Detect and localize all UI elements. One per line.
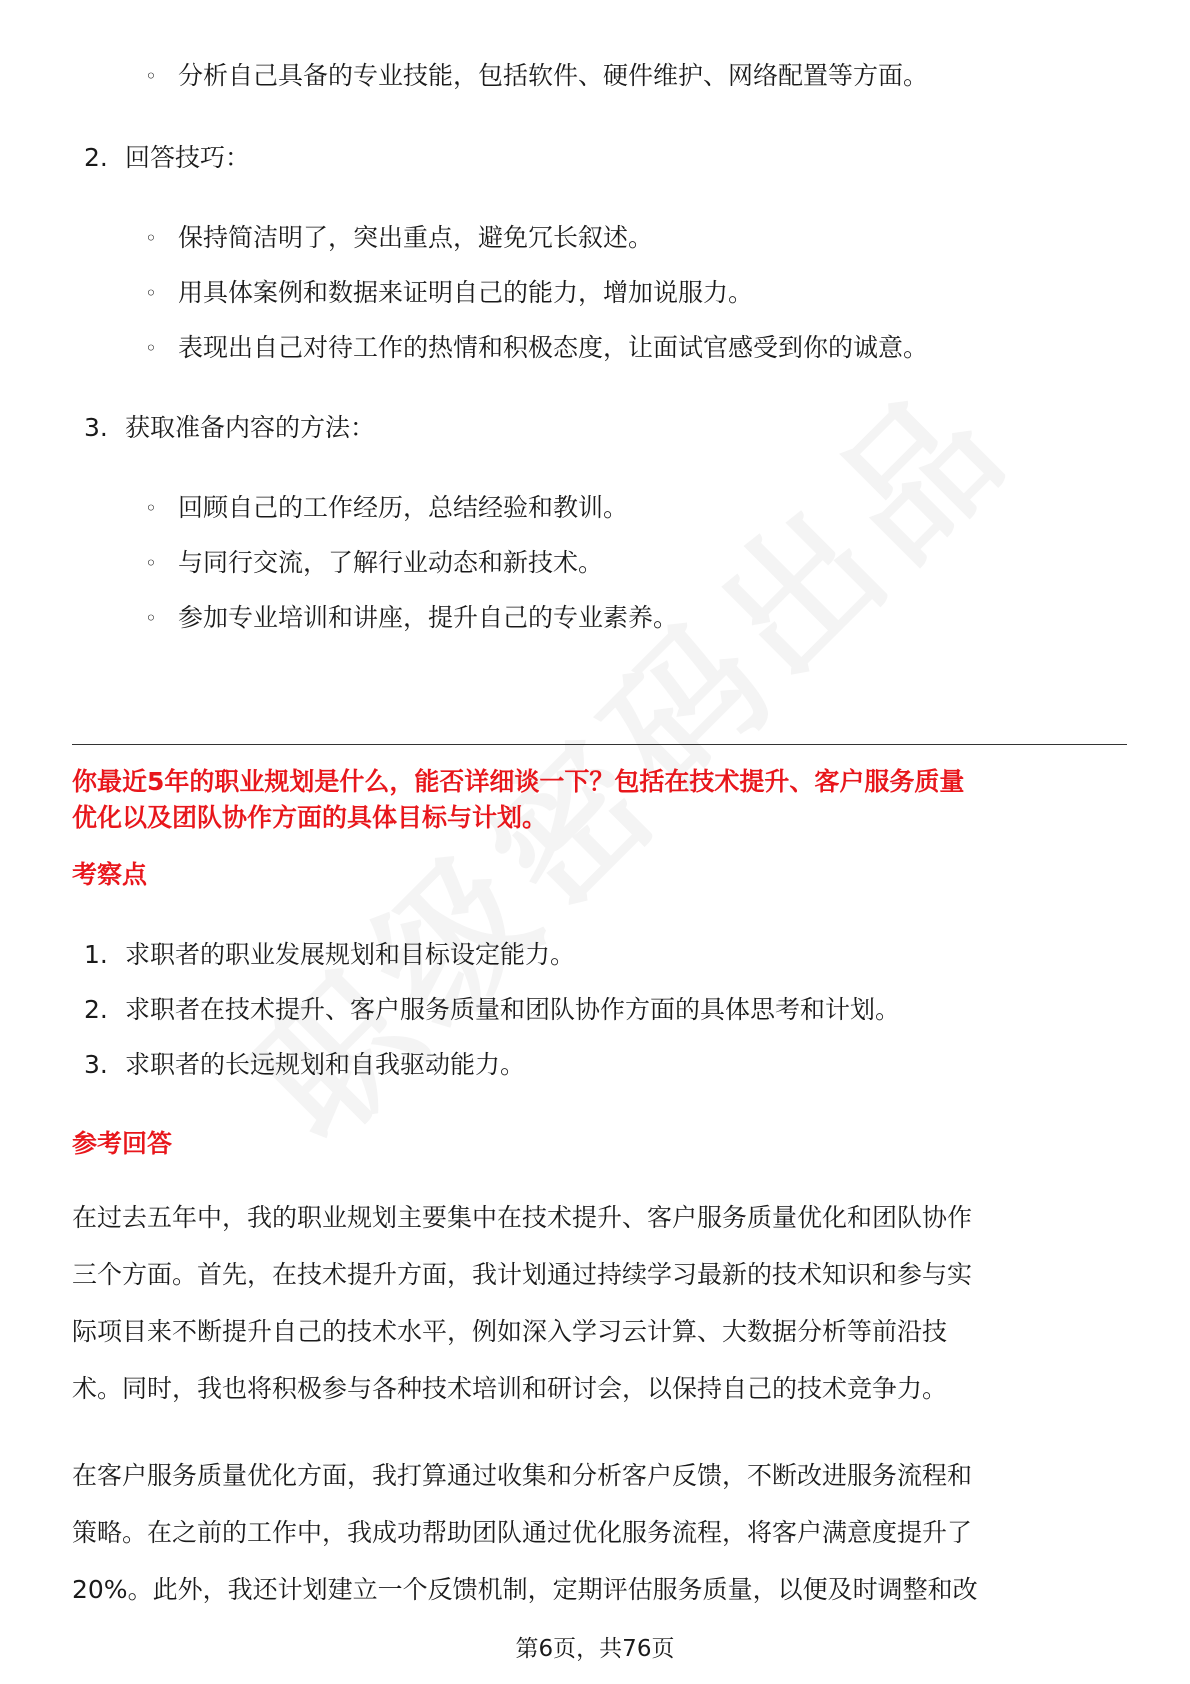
list-item: ◦ 回顾自己的工作经历，总结经验和教训。 [145,490,628,526]
list-item: ◦ 与同行交流，了解行业动态和新技术。 [145,545,603,581]
list-item: ◦ 表现出自己对待工作的热情和积极态度，让面试官感受到你的诚意。 [145,330,928,366]
section-heading: 3. 获取准备内容的方法： [84,413,376,442]
page-number: 第6页，共76页 [515,1636,675,1662]
list-item: ◦ 用具体案例和数据来证明自己的能力，增加说服力。 [145,275,753,311]
answer-heading: 参考回答 [72,1129,173,1158]
question-title: 你最近5年的职业规划是什么，能否详细谈一下？包括在技术提升、客户服务质量 [72,767,965,796]
paragraph-line: 术。同时，我也将积极参与各种技术培训和研讨会，以保持自己的技术竞争力。 [72,1374,948,1403]
bullet-icon: ◦ [145,606,157,630]
bullet-icon: ◦ [145,496,157,520]
paragraph-line: 际项目来不断提升自己的技术水平，例如深入学习云计算、大数据分析等前沿技 [72,1317,948,1346]
bullet-icon: ◦ [145,64,157,88]
bullet-icon: ◦ [145,551,157,575]
paragraph-line: 策略。在之前的工作中，我成功帮助团队通过优化服务流程，将客户满意度提升了 [72,1518,973,1547]
focus-heading: 考察点 [72,860,148,889]
list-item: 1. 求职者的职业发展规划和目标设定能力。 [84,940,576,969]
section-heading: 2. 回答技巧： [84,143,251,172]
list-item: ◦ 分析自己具备的专业技能，包括软件、硬件维护、网络配置等方面。 [145,58,928,94]
bullet-icon: ◦ [145,226,157,250]
paragraph-line: 在客户服务质量优化方面，我打算通过收集和分析客户反馈，不断改进服务流程和 [72,1461,973,1490]
paragraph-line: 三个方面。首先，在技术提升方面，我计划通过持续学习最新的技术知识和参与实 [72,1260,973,1289]
list-item: ◦ 参加专业培训和讲座，提升自己的专业素养。 [145,600,678,636]
paragraph-line: 20%。此外，我还计划建立一个反馈机制，定期评估服务质量，以便及时调整和改 [72,1575,978,1604]
bullet-icon: ◦ [145,336,157,360]
list-item: 3. 求职者的长远规划和自我驱动能力。 [84,1050,526,1079]
question-title: 优化以及团队协作方面的具体目标与计划。 [72,803,548,832]
list-item: 2. 求职者在技术提升、客户服务质量和团队协作方面的具体思考和计划。 [84,995,901,1024]
bullet-icon: ◦ [145,281,157,305]
list-item: ◦ 保持简洁明了，突出重点，避免冗长叙述。 [145,220,653,256]
paragraph-line: 在过去五年中，我的职业规划主要集中在技术提升、客户服务质量优化和团队协作 [72,1203,973,1232]
divider [72,744,1127,745]
